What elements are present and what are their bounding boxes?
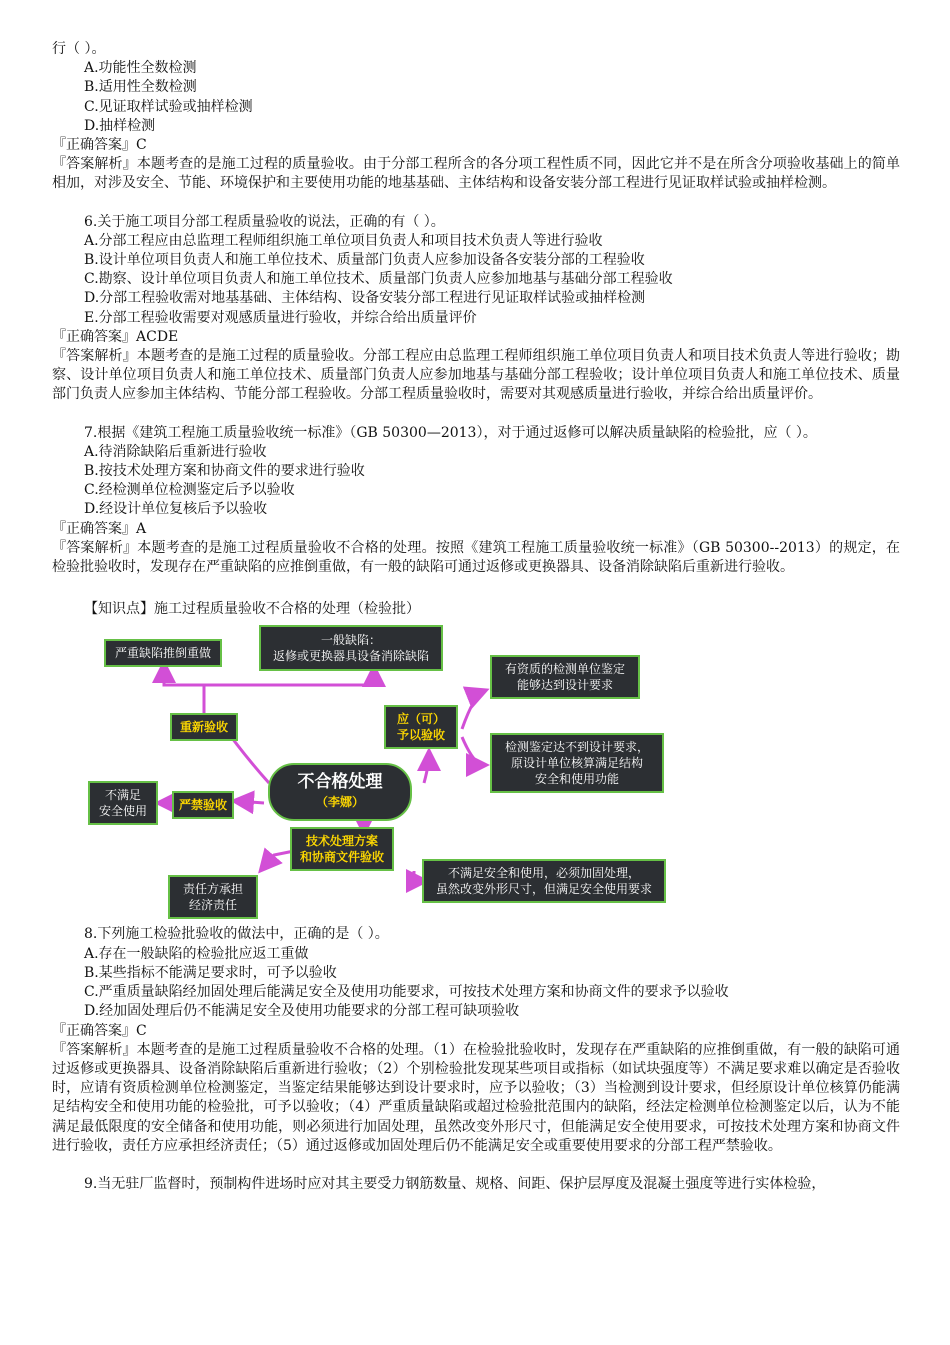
q7-option-d: D.经设计单位复核后予以验收 (84, 501, 268, 518)
box-general-defect: 一般缺陷： 返修或更换器具设备消除缺陷 (259, 625, 443, 671)
link-redo-serious (164, 665, 204, 713)
q8-option-b: B.某些指标不能满足要求时，可予以验收 (84, 964, 337, 981)
link-redo-general (204, 669, 374, 685)
q8-stem: 8.下列施工检验批验收的做法中，正确的是（ ）。 (84, 926, 389, 943)
knowledge-point-title: 【知识点】施工过程质量验收不合格的处理（检验批） (84, 601, 420, 618)
q7-stem: 7.根据《建筑工程施工质量验收统一标准》（GB 50300—2013），对于通过返修可以解决质量缺陷的检验批，应（ ）。 (84, 424, 817, 441)
q6-stem: 6.关于施工项目分部工程质量验收的说法，正确的有（ ）。 (84, 213, 445, 230)
link-center-accept (424, 753, 429, 783)
q8-option-a: A.存在一般缺陷的检验批应返工重做 (84, 945, 309, 962)
q8-option-d: D.经加固处理后仍不能满足安全及使用功能要求的分部工程可缺项验收 (84, 1003, 520, 1020)
q7-option-c: C.经检测单位检测鉴定后予以验收 (84, 482, 295, 499)
box-redo-acceptance: 重新验收 (170, 713, 238, 741)
q6-option-e: E.分部工程验收需要对观感质量进行验收，并综合给出质量评价 (84, 309, 477, 326)
q5-option-c: C.见证取样试验或抽样检测 (84, 98, 253, 115)
q9-stem: 9.当无驻厂监督时，预制构件进场时应对其主要受力钢筋数量、规格、间距、保护层厚度及混凝土强度等进行实体检验， (84, 1175, 826, 1192)
q5-analysis: 『答案解析』本题考查的是施工过程的质量验收。由于分部工程所含的各分项工程性质不同，因此它并不是在所含分项验收基础上的简单相加，对涉及安全、节能、环境保护和主要使用功能的地基基础、主体结构和设备安装分部工程进行见证取样试验或抽样检测。 (52, 156, 900, 192)
box-nonconformity-center (268, 763, 412, 821)
q7-option-b: B.按技术处理方案和协商文件的要求进行验收 (84, 463, 365, 480)
box-serious-defect: 严重缺陷推倒重做 (104, 639, 222, 667)
q8-analysis: 『答案解析』本题考查的是施工过程质量验收不合格的处理。（1）在检验批验收时，发现存在严重缺陷的应推倒重做，有一般的缺陷可通过返修或更换器具、设备消除缺陷后重新进行验收；（2）个别检验批发现某些项目或指标（如试块强度等）不满足要求难以确定是否验收时，应请有资质检测单位检测鉴定，当鉴定结果能够达到设计要求时，应予以验收；（3）当检测到设计要求，但经原设计单位核算仍能满足结构安全和使用功能的检验批，可予以验收；（4）严重质量缺陷或超过检验批范围内的缺陷，经法定检测单位检测鉴定以后，认为不能满足最低限度的安全储备和使用功能，则必须进行加固处理，虽然改变外形尺寸，但能满足安全使用要求，可按技术处理方案和协商文件进行验收，责任方应承担经济责任；（5）通过返修或加固处理后仍不能满足安全或重要使用要求的分部工程严禁验收。 (52, 1041, 900, 1154)
mindmap-diagram (84, 625, 684, 925)
q6-analysis: 『答案解析』本题考查的是施工过程的质量验收。分部工程应由总监理工程师组织施工单位项目负责人和项目技术负责人等进行验收；勘察、设计单位项目负责人和施工单位技术、质量部门负责人应参加地基与基础分部工程验收；设计单位项目负责人和施工单位技术、质量部门负责人应参加主体结构、节能分部工程验收。分部工程质量验收时，需要对其观感质量进行验收，并综合给出质量评价。 (52, 348, 900, 403)
link-accept-designer (462, 737, 484, 765)
q5-stem-tail: 行（ ）。 (52, 41, 106, 57)
link-center-forbid (236, 801, 264, 803)
box-reinforce: 不满足安全和使用，必须加固处理， 虽然改变外形尺寸，但满足安全使用要求 (422, 859, 666, 903)
document-page (52, 40, 900, 1194)
q6-option-a: A.分部工程应由总监理工程师组织施工单位项目负责人和项目技术负责人等进行验收 (84, 232, 603, 249)
box-may-accept: 应（可） 予以验收 (384, 705, 458, 749)
q6-option-b: B.设计单位项目负责人和施工单位技术、质量部门负责人应参加设备各安装分部的工程验收 (84, 252, 645, 269)
q5-option-d: D.抽样检测 (84, 117, 156, 134)
q8-option-c: C.严重质量缺陷经加固处理后能满足安全及使用功能要求，可按技术处理方案和协商文件的要求予以验收 (84, 984, 729, 1001)
q7-answer: 『正确答案』A (52, 520, 147, 537)
q8-answer: 『正确答案』C (52, 1022, 147, 1039)
q7-analysis: 『答案解析』本题考查的是施工过程质量验收不合格的处理。按照《建筑工程施工质量验收统一标准》（GB 50300--2013）的规定，在检验批验收时，发现存在严重缺陷的应推倒重做，有一般的缺陷可通过返修或更换器具、设备消除缺陷后重新进行验收。 (52, 539, 900, 576)
q6-answer: 『正确答案』ACDE (52, 328, 179, 345)
box-qualified-inspection: 有资质的检测单位鉴定 能够达到设计要求 (490, 655, 640, 699)
q5-option-a: A.功能性全数检测 (84, 60, 197, 77)
link-accept-qualified (462, 691, 484, 729)
q7-option-a: A.待消除缺陷后重新进行验收 (84, 443, 267, 460)
q6-option-c: C.勘察、设计单位项目负责人和施工单位技术、质量部门负责人应参加地基与基础分部工程验收 (84, 271, 673, 288)
box-tech-solution: 技术处理方案 和协商文件验收 (290, 827, 394, 871)
center-subtitle: （李娜） (315, 795, 364, 810)
box-forbid-acceptance: 严禁验收 (172, 791, 234, 819)
q6-option-d: D.分部工程验收需对地基基础、主体结构、设备安装分部工程进行见证取样试验或抽样检测 (84, 290, 646, 307)
center-title: 不合格处理 (297, 772, 383, 793)
box-designer-verification: 检测鉴定达不到设计要求， 原设计单位核算满足结构 安全和使用功能 (490, 733, 664, 793)
box-unsafe: 不满足 安全使用 (88, 781, 158, 825)
box-liability: 责任方承担 经济责任 (168, 875, 258, 919)
q5-option-b: B.适用性全数检测 (84, 79, 197, 96)
q5-answer: 『正确答案』C (52, 137, 147, 154)
